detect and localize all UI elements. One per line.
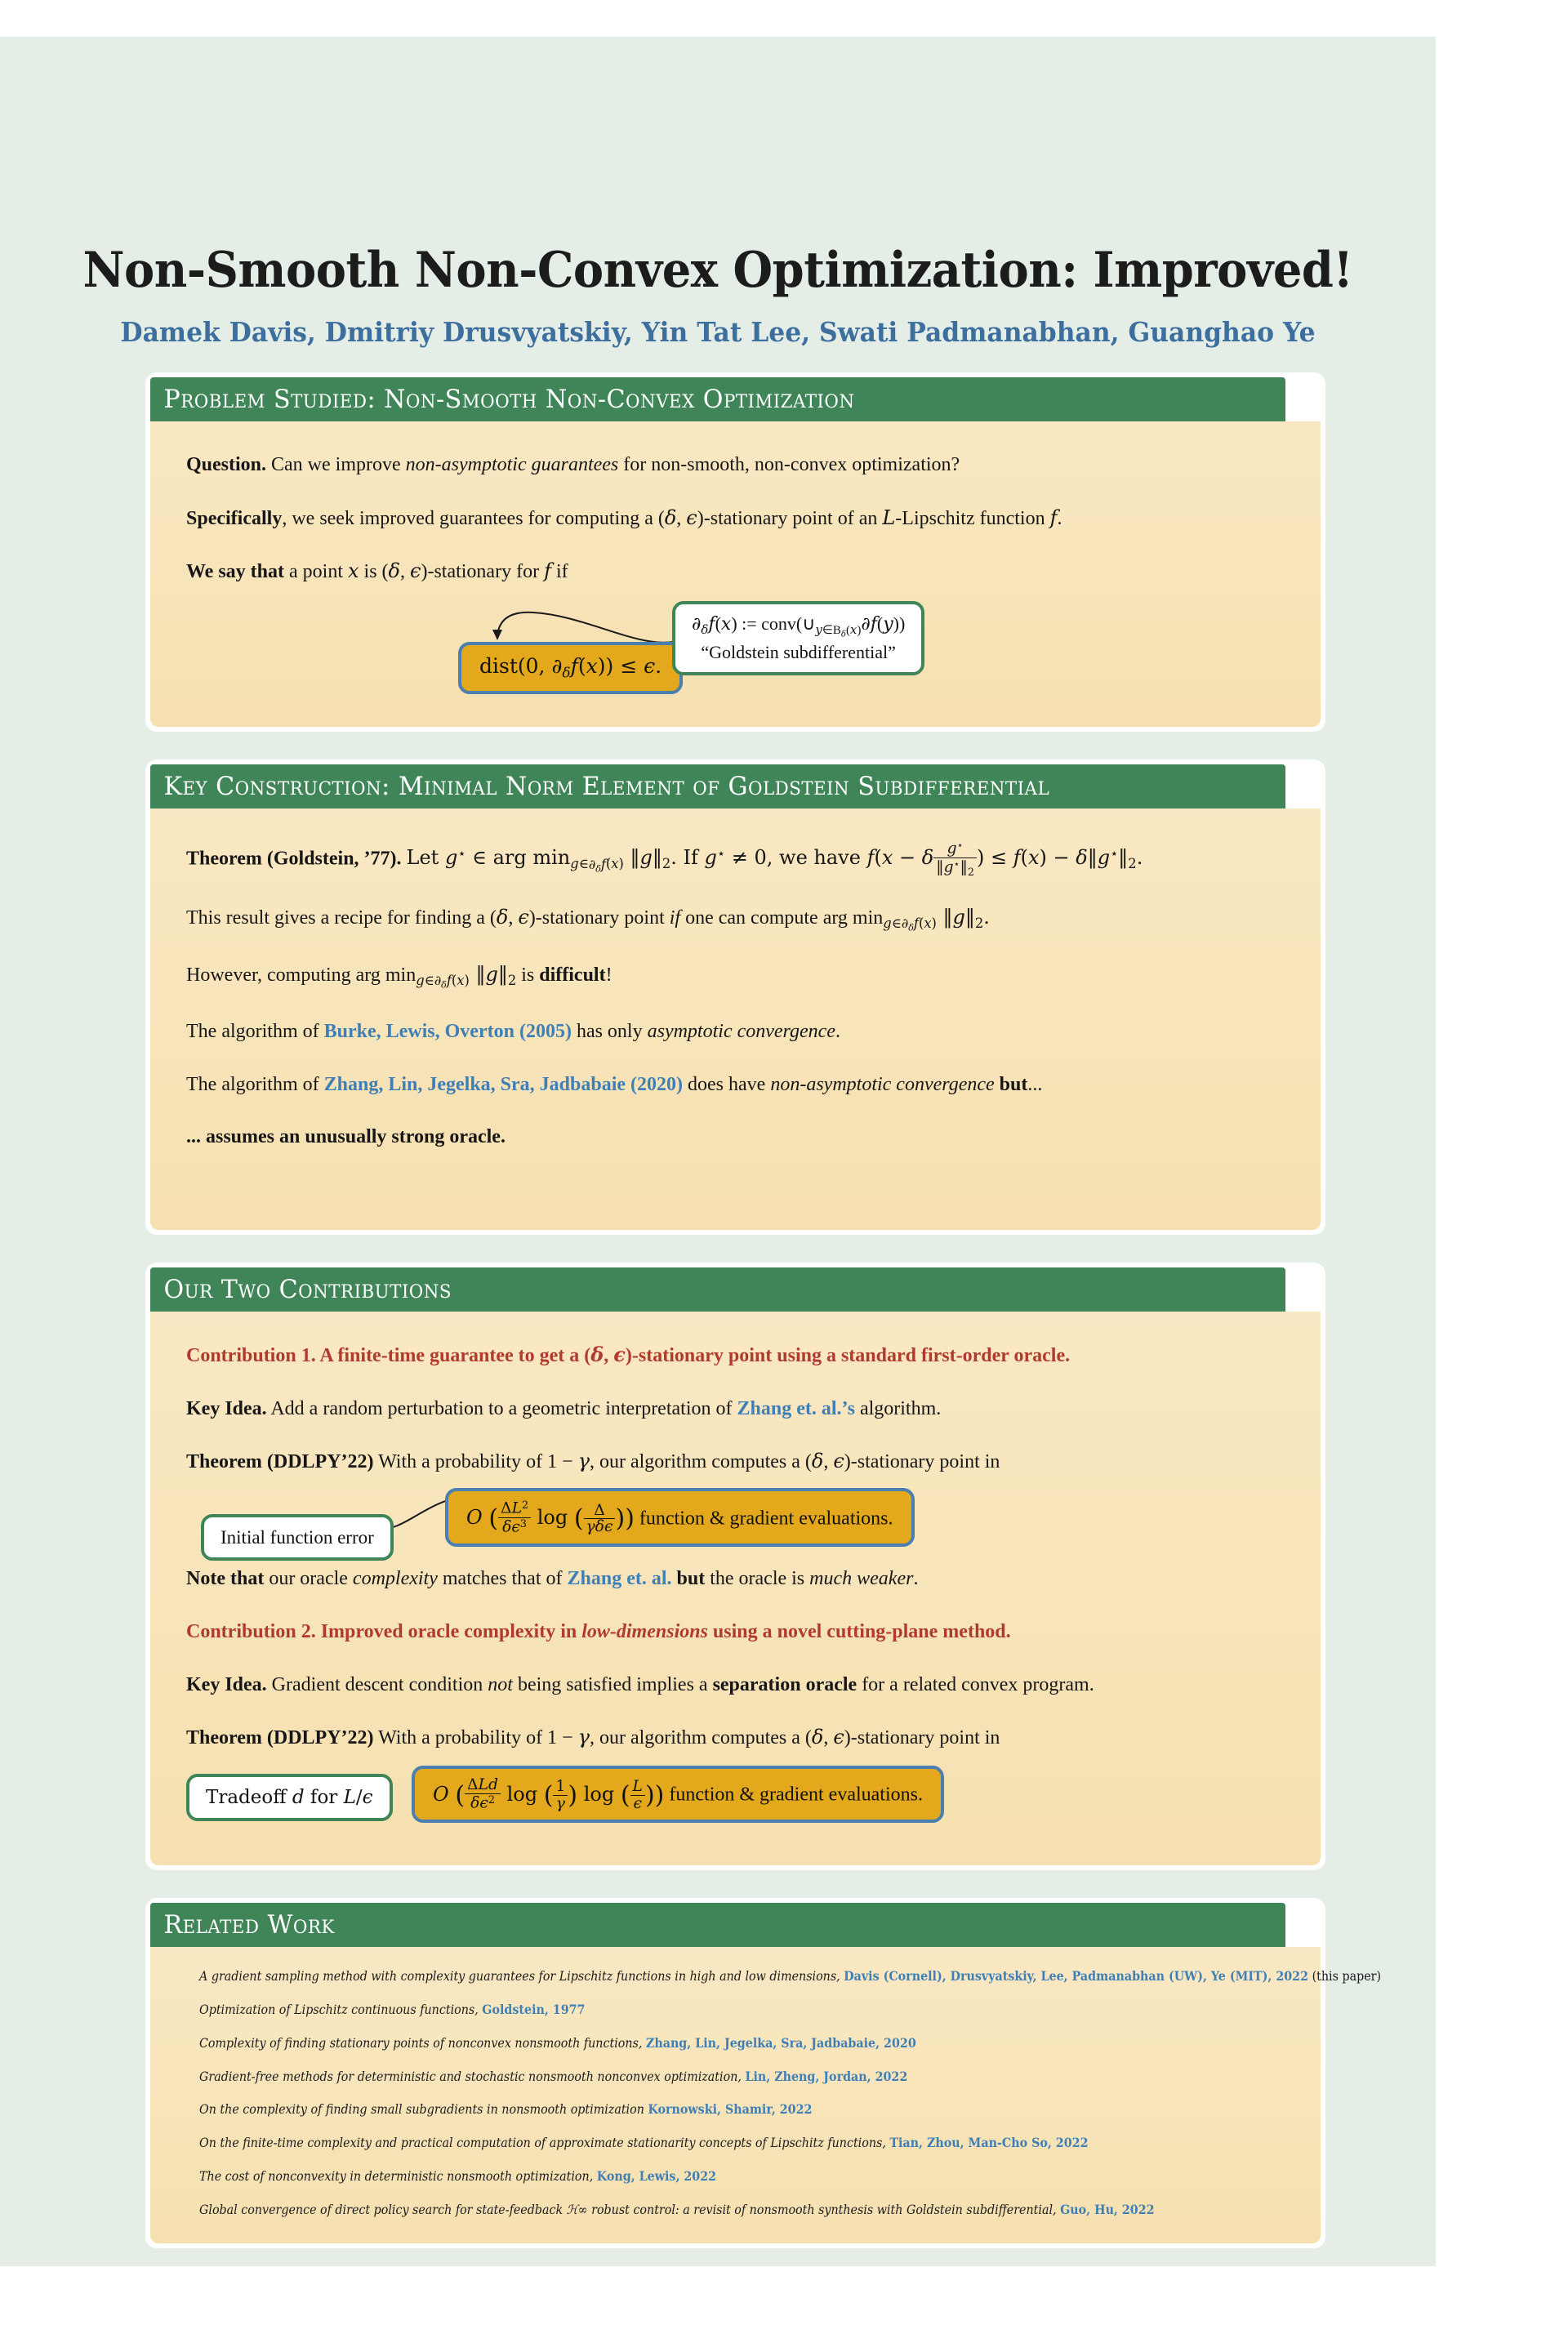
complexity-2-box (412, 1766, 944, 1823)
goldstein-definition-box (672, 601, 924, 675)
reference-title: Global convergence of direct policy search for state-feedback ℋ∞ robust control: a revisit of nonsmooth synthesis with Goldstein subdifferential, (199, 2202, 1057, 2217)
gamma-symbol-2: γ (577, 1726, 590, 1749)
however-math: $_{g\in\partial_\delta f(x)}$ $‖g‖_2$ (416, 962, 517, 991)
delta-symbol-3: δ (496, 905, 509, 929)
theorem-2-line (186, 1725, 1285, 1751)
theorem-2-text-3: )-stationary point in (844, 1727, 1000, 1749)
reference-authors[interactable]: Lin, Zheng, Jordan, 2022 (745, 2068, 908, 2084)
f-symbol: f (1049, 506, 1058, 529)
page-title: Non-Smooth Non-Convex Optimization: Improved! (82, 242, 1353, 299)
L-symbol: L (882, 506, 896, 529)
list-item (199, 2069, 1198, 2086)
zhang-ellipsis: ... (1027, 1073, 1043, 1095)
contribution-2-label: Contribution 2 (186, 1620, 311, 1642)
reference-authors[interactable]: Zhang, Lin, Jegelka, Sra, Jadbabaie, 2020 (645, 2034, 916, 2051)
section-header-key-construction: Key Construction: Minimal Norm Element of Goldstein Subdifferential (150, 764, 1285, 808)
key-idea-1-label: Key Idea. (186, 1397, 267, 1419)
zhang-text-2: does have (683, 1073, 771, 1095)
reference-suffix: (this paper) (1312, 1969, 1382, 1984)
theorem-1-text-2: , our algorithm computes a ( (589, 1451, 812, 1473)
wesay-text-3: )-stationary for (421, 561, 545, 583)
theorem-1-text-3: )-stationary point in (844, 1451, 1000, 1473)
reference-title: Optimization of Lipschitz continuous functions, (199, 2002, 479, 2017)
burke-italic: asymptotic convergence (647, 1020, 835, 1042)
period-1: . (1057, 507, 1062, 529)
epsilon-symbol-4: ϵ (613, 1343, 626, 1367)
reference-authors[interactable]: Tian, Zhou, Man-Cho So, 2022 (889, 2135, 1089, 2151)
epsilon-symbol: ϵ (686, 506, 697, 529)
citation-burke-lewis-overton[interactable]: Burke, Lewis, Overton (2005) (323, 1020, 572, 1042)
burke-text-2: has only (571, 1020, 648, 1042)
contribution-1-text-2: )-stationary point using a standard first-order oracle. (625, 1345, 1071, 1367)
complexity-2-formula: O ( $\frac{\text{ΔLd}}{\delta\epsilon^2}$ log ( $\frac{1}{\gamma}$ ) log ( $\frac{L}{\epsilon}$ )) (433, 1776, 665, 1812)
contribution-2-text-1: . Improved oracle complexity in (310, 1620, 582, 1642)
title-block (0, 37, 1436, 348)
note-that-line (186, 1566, 1285, 1592)
key-idea-2-bold: separation oracle (712, 1673, 858, 1695)
recipe-italic: if (669, 906, 681, 929)
section-body-related-work (150, 1947, 1382, 2243)
specifically-text-3: -Lipschitz function (895, 507, 1050, 529)
key-idea-1-text-2: algorithm. (854, 1397, 942, 1419)
goldstein-theorem-math: Let g⋆ ∈ arg $\min_{g\in\partial_\delta f(x)}$ $‖g‖_2$. If g⋆ ≠ 0, we have f(x − δ $\frac{g^⋆}{‖g^⋆‖_2}$ ) ≤ $f(x) - \delta‖g^⋆‖_2$. (406, 839, 1143, 878)
contribution-1-line (186, 1343, 1285, 1369)
recipe-line (186, 905, 1285, 934)
epsilon-symbol-3: ϵ (518, 905, 529, 929)
list-item (199, 2168, 1198, 2185)
recipe-math: $_{g\in\partial_\delta f(x)}$ $‖g‖_2$. (883, 905, 990, 933)
goldstein-formula: $\partial_\delta f(x)$ := $conv(\cup_{y\in B_\delta(x)}\partial f(y))$ (692, 613, 906, 639)
assumes-line (186, 1125, 1285, 1150)
initial-function-error-callout: Initial function error (201, 1514, 394, 1561)
note-period: . (913, 1568, 919, 1590)
section-header-problem-studied: Problem Studied: Non-Smooth Non-Convex Optimization (150, 377, 1285, 421)
tradeoff-callout (186, 1774, 393, 1821)
burke-line (186, 1019, 1285, 1045)
section-body-problem-studied (150, 421, 1321, 727)
list-item (199, 2002, 1198, 2019)
goldstein-name: “Goldstein subdifferential” (701, 641, 896, 662)
delta-symbol-6: δ (811, 1726, 824, 1749)
reference-authors[interactable]: Davis (Cornell), Drusvyatskiy, Lee, Padmanabhan (UW), Ye (MIT), 2022 (844, 1968, 1309, 1984)
goldstein-theorem-line (186, 840, 1285, 877)
wesay-text-1: a point (284, 561, 348, 583)
zhang-text-1: The algorithm of (186, 1073, 324, 1095)
comma-5: , (823, 1451, 834, 1473)
key-idea-1-line (186, 1396, 1285, 1422)
specifically-text-1: , we seek improved guarantees for computing a ( (282, 507, 665, 529)
specifically-label: Specifically (186, 507, 283, 529)
reference-title: Complexity of finding stationary points of nonconvex nonsmooth functions, (199, 2035, 643, 2051)
note-text-2: matches that of (437, 1568, 568, 1590)
recipe-text-3: one can compute arg min (680, 906, 884, 929)
delta-symbol: δ (664, 506, 677, 529)
however-line: However, computing arg $\min_{g\in\partial_\delta f(x)}$ $‖g‖_2$ is difficult! (186, 962, 612, 991)
list-item (199, 1968, 1382, 1985)
question-label: Question. (186, 454, 267, 475)
contribution-1-label: Contribution 1 (186, 1345, 311, 1367)
list-item (199, 2035, 1198, 2052)
difficult-bold: difficult (539, 964, 606, 986)
stationarity-callout-row (186, 608, 1285, 699)
zhang-italic: non-asymptotic convergence (770, 1073, 995, 1095)
stationarity-formula-box (458, 642, 683, 694)
question-line (186, 452, 1285, 478)
key-idea-2-label: Key Idea. (186, 1673, 267, 1695)
comma-3: , (508, 906, 519, 929)
reference-title: On the finite-time complexity and practical computation of approximate stationarity concepts of Lipschitz functions, (199, 2136, 886, 2151)
reference-authors[interactable]: Kong, Lewis, 2022 (596, 2168, 717, 2185)
list-item (199, 2202, 1198, 2219)
contribution-2-line (186, 1619, 1285, 1645)
reference-authors[interactable]: Goldstein, 1977 (482, 2001, 586, 2017)
zhang-line (186, 1072, 1285, 1098)
theorem-1-text-1: With a probability of 1 − (373, 1451, 578, 1473)
epsilon-symbol-6: ϵ (833, 1726, 844, 1749)
contribution-2-italic: low-dimensions (581, 1620, 708, 1642)
reference-title: On the complexity of finding small subgradients in nonsmooth optimization (199, 2102, 644, 2118)
contribution-1-text-1: . A finite-time guarantee to get a ( (310, 1345, 591, 1367)
goldstein-theorem-label: Theorem (Goldstein, ’77). (186, 848, 402, 870)
complexity-1-callout-row (186, 1483, 1285, 1561)
wesay-text-2: is ( (359, 561, 389, 583)
question-italic: non-asymptotic guarantees (405, 454, 619, 475)
recipe-text-2: )-stationary point (528, 906, 670, 929)
key-idea-2-text-3: for a related convex program. (857, 1673, 1094, 1695)
theorem-2-text-2: , our algorithm computes a ( (589, 1727, 812, 1749)
theorem-2-text-1: With a probability of 1 − (373, 1727, 578, 1749)
key-idea-2-italic: not (488, 1673, 513, 1695)
delta-symbol-5: δ (811, 1450, 824, 1473)
note-text-1: our oracle (264, 1568, 353, 1590)
wesay-line (186, 559, 1285, 585)
section-problem-studied (145, 372, 1325, 732)
however-text: However, computing arg min (186, 964, 416, 986)
complexity-1-tail: function & gradient evaluations. (639, 1508, 893, 1530)
key-idea-2-line (186, 1673, 1285, 1698)
complexity-1-formula: O ( $\frac{\Delta L^2}{\delta\epsilon^3}$ log ( $\frac{\Delta}{\text{γδϵ}}$ )) (466, 1499, 635, 1536)
dist-formula: dist(0, $\partial_\delta f(x)) \le \epsilon$. (479, 654, 662, 682)
section-body-contributions (150, 1312, 1321, 1865)
comma-6: , (823, 1727, 834, 1749)
difficult-bang: ! (605, 964, 612, 986)
delta-symbol-2: δ (388, 559, 400, 583)
reference-title: The cost of nonconvexity in deterministic nonsmooth optimization, (199, 2169, 594, 2185)
comma-1: , (676, 507, 687, 529)
x-symbol: x (348, 559, 359, 583)
theorem-1-line (186, 1449, 1285, 1475)
section-related-work (145, 1898, 1382, 2248)
burke-text-1: The algorithm of (186, 1020, 324, 1042)
zhang-but: but (999, 1073, 1028, 1095)
complexity-2-tail: function & gradient evaluations. (669, 1784, 923, 1806)
recipe-text-1: This result gives a recipe for finding a ( (186, 906, 497, 929)
tradeoff-text: Tradeoff d for L/ϵ (206, 1787, 373, 1809)
complexity-1-box (445, 1488, 915, 1547)
theorem-1-label: Theorem (DDLPY’22) (186, 1451, 374, 1473)
citation-zhang-et-al-2020[interactable]: Zhang, Lin, Jegelka, Sra, Jadbabaie (2020) (323, 1073, 684, 1095)
wesay-label: We say that (186, 561, 284, 583)
specifically-text-2: )-stationary point of an (697, 507, 883, 529)
reference-title: Gradient-free methods for deterministic and stochastic nonsmooth nonconvex optimization, (199, 2069, 742, 2084)
contribution-2-text-2: using a novel cutting-plane method. (707, 1620, 1011, 1642)
author-list: Damek Davis, Dmitriy Drusvyatskiy, Yin Tat Lee, Swati Padmanabhan, Guanghao Ye (120, 316, 1316, 348)
section-body-key-construction (150, 808, 1321, 1230)
delta-symbol-4: δ (590, 1343, 604, 1367)
key-idea-2-text-1: Gradient descent condition (266, 1673, 488, 1695)
complexity-2-callout-row (186, 1762, 1285, 1838)
note-label: Note that (186, 1568, 265, 1590)
key-idea-1-text-1: Add a random perturbation to a geometric interpretation of (266, 1397, 737, 1419)
assumes-text: ... assumes an unusually strong oracle. (186, 1126, 506, 1148)
note-bold: but (671, 1568, 706, 1590)
section-header-contributions: Our Two Contributions (150, 1267, 1285, 1312)
note-text-3: the oracle is (705, 1568, 810, 1590)
specifically-line (186, 506, 1285, 532)
list-item (199, 2101, 1198, 2118)
theorem-2-label: Theorem (DDLPY’22) (186, 1727, 374, 1749)
question-text-2: for non-smooth, non-convex optimization? (618, 454, 960, 475)
question-text-1: Can we improve (266, 454, 406, 475)
citation-zhang-et-al-s[interactable]: Zhang et. al.’s (737, 1397, 855, 1419)
reference-authors[interactable]: Kornowski, Shamir, 2022 (648, 2101, 813, 2118)
epsilon-symbol-2: ϵ (410, 559, 421, 583)
section-header-related-work: Related Work (150, 1903, 1285, 1947)
f-symbol-2: f (544, 559, 551, 583)
epsilon-symbol-5: ϵ (833, 1450, 844, 1473)
section-our-two-contributions (145, 1263, 1325, 1870)
gamma-symbol: γ (577, 1450, 590, 1473)
note-italic-1: complexity (352, 1568, 438, 1590)
key-idea-2-text-2: being satisfied implies a (512, 1673, 713, 1695)
wesay-text-4: if (550, 561, 568, 583)
reference-title: A gradient sampling method with complexity guarantees for Lipschitz functions in high and low dimensions, (199, 1969, 840, 1984)
poster-canvas (0, 37, 1436, 2266)
comma-4: , (604, 1345, 614, 1367)
section-key-construction (145, 760, 1325, 1235)
note-italic-2: much weaker (809, 1568, 914, 1590)
citation-zhang-et-al[interactable]: Zhang et. al. (567, 1568, 672, 1590)
reference-authors[interactable]: Guo, Hu, 2022 (1060, 2201, 1155, 2217)
comma-2: , (400, 561, 410, 583)
burke-period: . (835, 1020, 840, 1042)
list-item (199, 2135, 1198, 2152)
